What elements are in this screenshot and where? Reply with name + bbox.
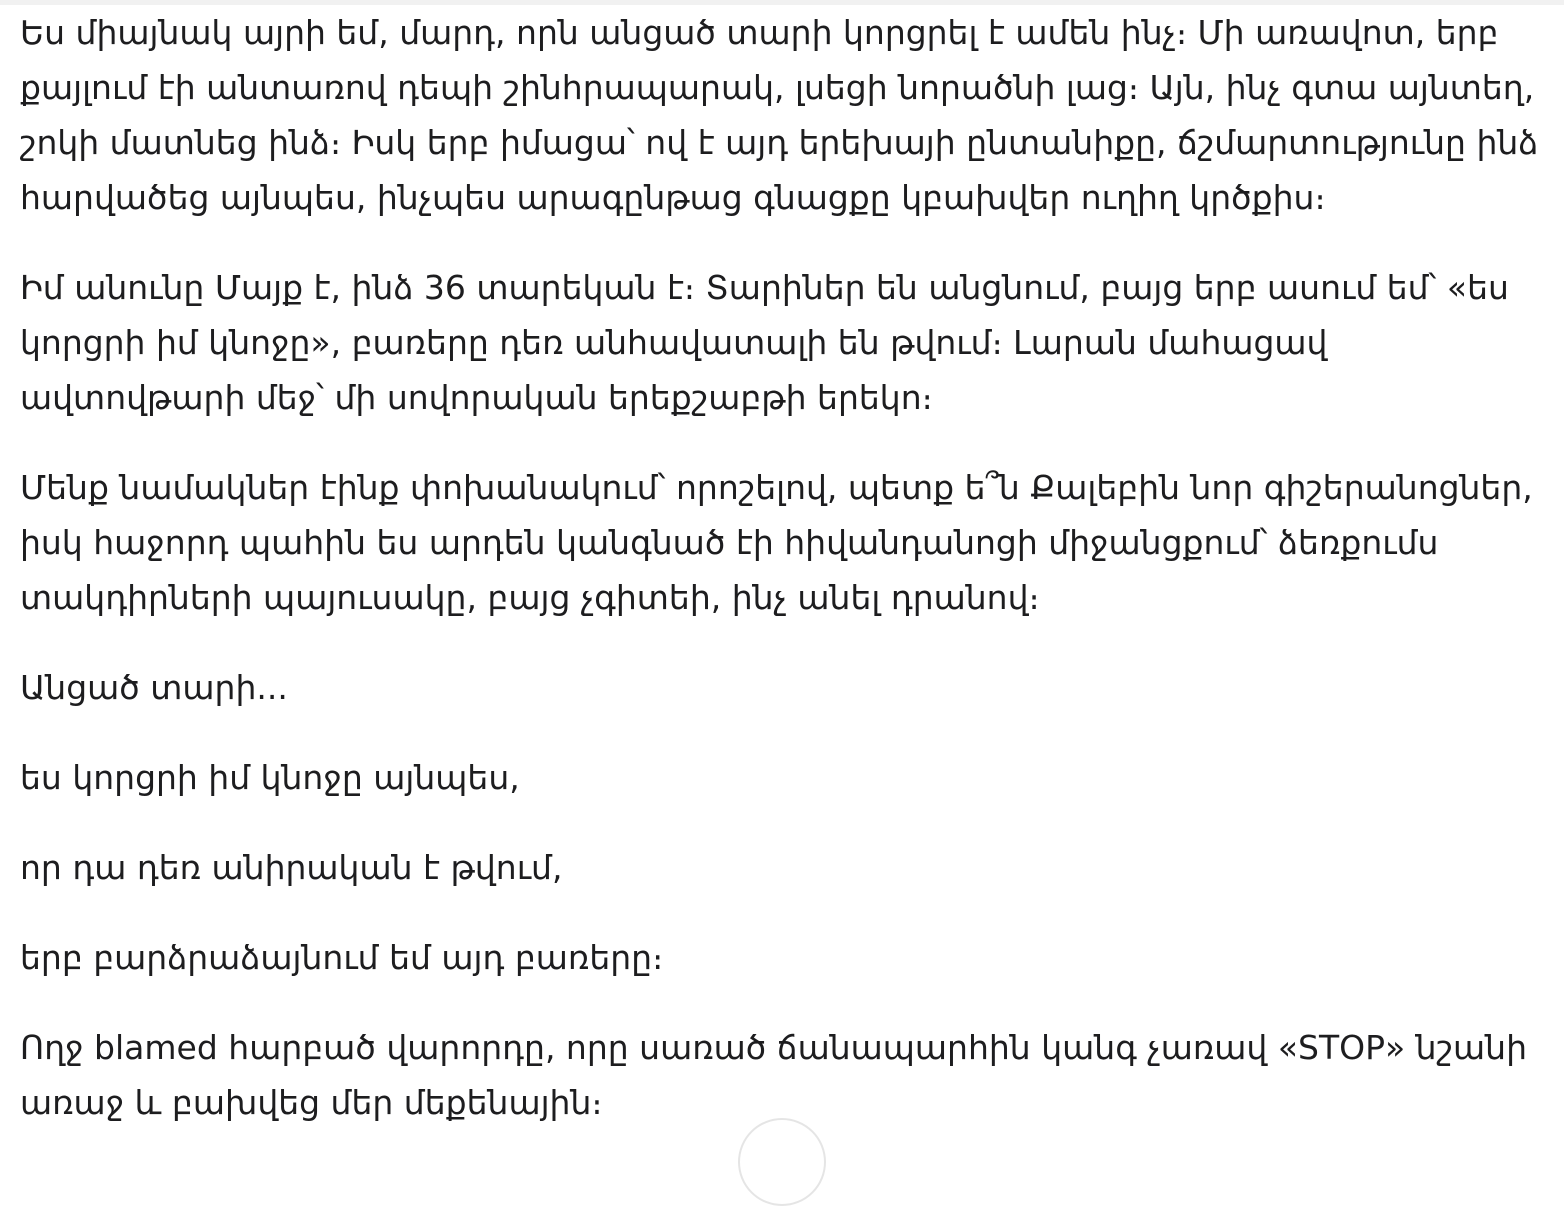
floating-circle-button[interactable]: [738, 1118, 826, 1206]
paragraph: Իմ անունը Մայք է, ինձ 36 տարեկան է։ Տարիներ են անցնում, բայց երբ ասում եմ՝ «ես կորցրի իմ կնոջը», բառերը դեռ անհավատալի են թվում։ Լարան մահացավ ավտովթարի մեջ՝ մի սովորական երեքշաբթի երեկո։: [20, 268, 1509, 417]
paragraph: Անցած տարի...: [20, 668, 288, 707]
paragraph: Մենք նամակներ էինք փոխանակում՝ որոշելով, պետք ե՞ն Քալեբին նոր գիշերանոցներ, իսկ հաջորդ պահին ես արդեն կանգնած էի հիվանդանոցի միջանցքում՝ ձեռքումս տակդիրների պայուսակը, բայց չգիտեի, ինչ անել դրանով։: [20, 468, 1533, 617]
paragraph: երբ բարձրաձայնում եմ այդ բառերը։: [20, 938, 664, 977]
article-body: [0, 5, 1564, 1165]
paragraph: որ դա դեռ անիրական է թվում,: [20, 848, 563, 887]
paragraph: ես կորցրի իմ կնոջը այնպես,: [20, 758, 520, 797]
paragraph: Ես միայնակ այրի եմ, մարդ, որն անցած տարի կորցրել է ամեն ինչ։ Մի առավոտ, երբ քայլում էի անտառով դեպի շինհրապարակ, լսեցի նորածնի լաց։ Այն, ինչ գտա այնտեղ, շոկի մատնեց ինձ։ Իսկ երբ իմացա՝ ով է այդ երեխայի ընտանիքը, ճշմարտությունը ինձ հարվածեց այնպես, ինչպես արագընթաց գնացքը կբախվեր ուղիղ կրծքիս։: [20, 13, 1539, 217]
paragraph: Ողջ blamed հարբած վարորդը, որը սառած ճանապարհին կանգ չառավ «STOP» նշանի առաջ և բախվեց մեր մեքենային։: [20, 1028, 1528, 1122]
